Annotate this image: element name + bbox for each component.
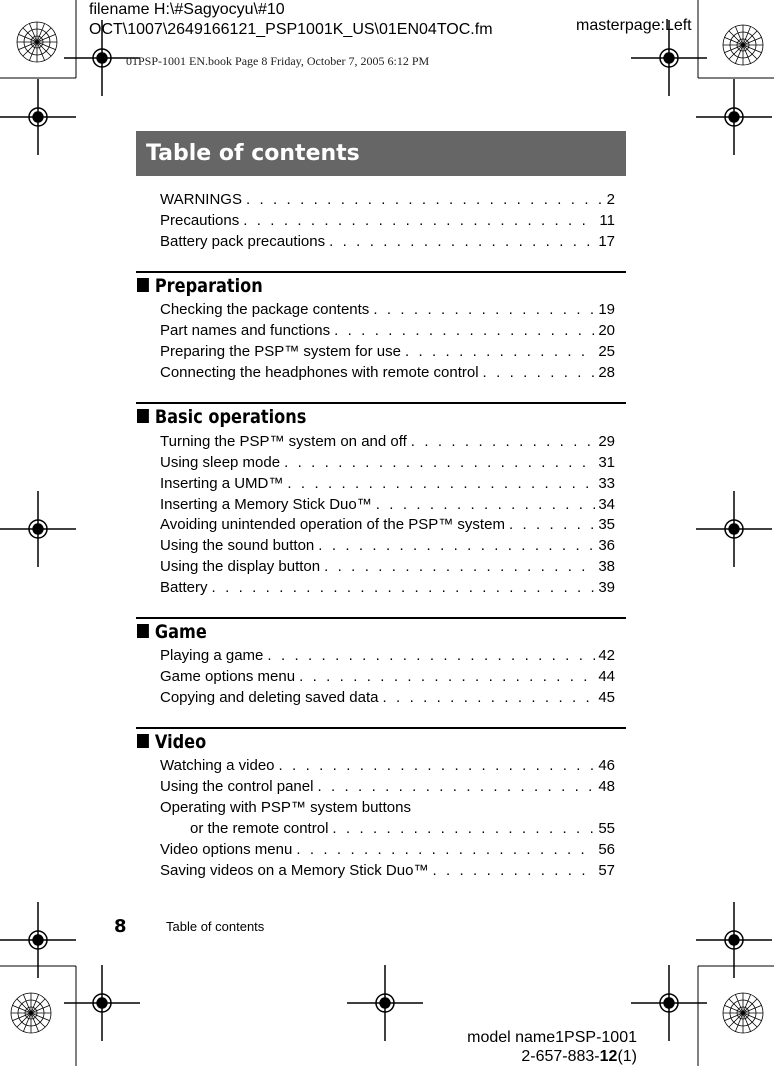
- toc-entry[interactable]: [160, 452, 615, 473]
- section-divider: [136, 271, 626, 273]
- toc-entry-text: Copying and deleting saved data: [160, 689, 379, 706]
- book-info-line: 01PSP-1001 EN.book Page 8 Friday, October 7, 2005 6:12 PM: [126, 54, 430, 68]
- toc-entry-page: 45: [598, 689, 615, 706]
- filename-line-1: filename H:\#Sagyocyu\#10: [89, 1, 285, 18]
- model-name-line: model name1PSP-1001: [467, 1029, 637, 1046]
- toc-entry-page: 20: [598, 322, 615, 339]
- toc-entry-text: Playing a game: [160, 647, 264, 664]
- toc-entry-text-line1[interactable]: Operating with PSP™ system buttons: [160, 799, 411, 816]
- toc-entry-text: Battery pack precautions: [160, 233, 326, 250]
- toc-entry[interactable]: [160, 431, 615, 452]
- toc-entry-text: WARNINGS: [160, 191, 242, 208]
- toc-entry-text: Using the control panel: [160, 778, 314, 795]
- toc-entry-page: 46: [598, 757, 615, 774]
- toc-entry[interactable]: [190, 818, 615, 839]
- toc-entry-page: 28: [598, 364, 615, 381]
- toc-entry-text: Part names and functions: [160, 322, 331, 339]
- toc-entry[interactable]: [160, 535, 615, 556]
- square-bullet-icon: [137, 624, 149, 638]
- toc-entry[interactable]: [160, 776, 615, 797]
- toc-entry[interactable]: [160, 299, 615, 320]
- square-bullet-icon: [137, 278, 149, 292]
- page-number: 8: [114, 916, 127, 937]
- toc-entry-page: 11: [599, 212, 615, 229]
- toc-entry[interactable]: [160, 189, 615, 210]
- toc-entry-page: 34: [598, 496, 615, 513]
- toc-entry-text: Battery: [160, 579, 208, 596]
- toc-entry[interactable]: [160, 839, 615, 860]
- toc-entry-text: Using the display button: [160, 558, 321, 575]
- toc-entry-page: 19: [598, 301, 615, 318]
- toc-entry-page: 31: [598, 454, 615, 471]
- toc-entry[interactable]: [160, 341, 615, 362]
- section-divider: [136, 402, 626, 404]
- section-heading-video: Video: [137, 730, 206, 754]
- toc-entry[interactable]: [160, 514, 615, 535]
- toc-entry-text: Turning the PSP™ system on and off: [160, 433, 407, 450]
- toc-entry[interactable]: [160, 210, 615, 231]
- toc-entry[interactable]: [160, 577, 615, 598]
- toc-title: Table of contents: [136, 131, 626, 176]
- section-divider: [136, 617, 626, 619]
- toc-entry-page: 36: [598, 537, 615, 554]
- toc-entry-text: Inserting a UMD™: [160, 475, 284, 492]
- toc-entry-page: 17: [598, 233, 615, 250]
- toc-entry[interactable]: [160, 666, 615, 687]
- part-number-line: 2-657-883-12(1): [521, 1048, 637, 1065]
- footer-section-label: Table of contents: [166, 919, 265, 934]
- section-divider: [136, 727, 626, 729]
- toc-entry-text: Game options menu: [160, 668, 296, 685]
- toc-entry-page: 56: [598, 841, 615, 858]
- filename-line-2: OCT\1007\2649166121_PSP1001K_US\01EN04TOC.fm: [89, 21, 493, 38]
- toc-entry-text: Saving videos on a Memory Stick Duo™: [160, 862, 429, 879]
- toc-entry-page: 2: [606, 191, 615, 208]
- toc-entry-page: 29: [598, 433, 615, 450]
- toc-entry-page: 48: [598, 778, 615, 795]
- toc-entry[interactable]: [160, 231, 615, 252]
- toc-entry-text: Using the sound button: [160, 537, 315, 554]
- toc-entry-page: 55: [598, 820, 615, 837]
- toc-entry[interactable]: [160, 473, 615, 494]
- section-heading-preparation: Preparation: [137, 274, 263, 298]
- toc-entry[interactable]: [160, 320, 615, 341]
- toc-entry-page: 57: [598, 862, 615, 879]
- toc-entry-text: Precautions: [160, 212, 240, 229]
- toc-entry-text: Video options menu: [160, 841, 293, 858]
- toc-entry-page: 42: [598, 647, 615, 664]
- toc-entry-text: Avoiding unintended operation of the PSP™ system: [160, 516, 505, 533]
- toc-entry-page: 44: [598, 668, 615, 685]
- toc-entry-text: Connecting the headphones with remote control: [160, 364, 479, 381]
- toc-entry[interactable]: [160, 362, 615, 383]
- toc-entry-text: or the remote control: [190, 820, 329, 837]
- section-heading-basic-operations: Basic operations: [137, 405, 306, 429]
- toc-entry-page: 38: [598, 558, 615, 575]
- square-bullet-icon: [137, 734, 149, 748]
- section-heading-game: Game: [137, 620, 207, 644]
- toc-entry-text: Preparing the PSP™ system for use: [160, 343, 401, 360]
- toc-entry[interactable]: [160, 494, 615, 515]
- masterpage-label: masterpage:Left: [576, 17, 692, 34]
- toc-entry-page: 33: [598, 475, 615, 492]
- toc-entry[interactable]: [160, 687, 615, 708]
- toc-entry-text: Inserting a Memory Stick Duo™: [160, 496, 372, 513]
- toc-entry[interactable]: [160, 755, 615, 776]
- toc-entry-text: Using sleep mode: [160, 454, 281, 471]
- toc-entry-page: 25: [598, 343, 615, 360]
- toc-entry[interactable]: [160, 860, 615, 881]
- toc-entry-text: Checking the package contents: [160, 301, 370, 318]
- toc-entry-page: 35: [598, 516, 615, 533]
- toc-entry-text: Watching a video: [160, 757, 275, 774]
- toc-entry-page: 39: [598, 579, 615, 596]
- toc-entry[interactable]: [160, 556, 615, 577]
- square-bullet-icon: [137, 409, 149, 423]
- toc-entry[interactable]: [160, 645, 615, 666]
